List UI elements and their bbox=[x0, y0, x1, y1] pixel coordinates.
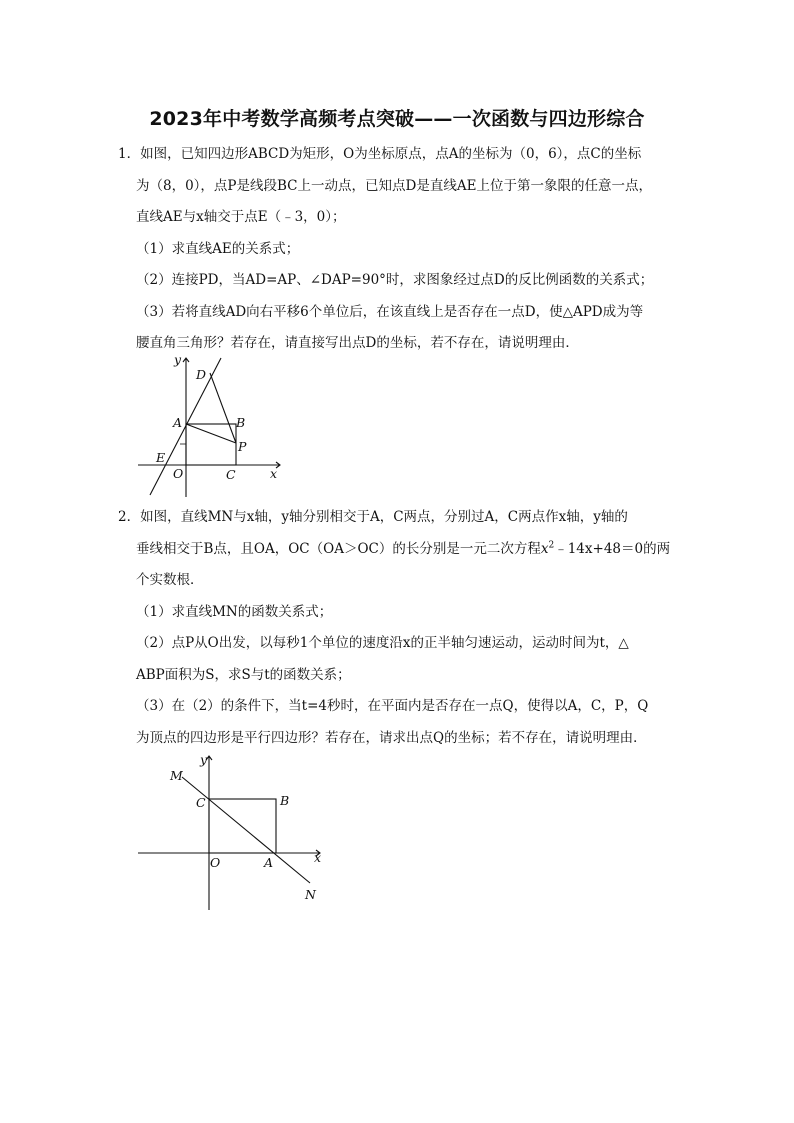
fig2-label-o: O bbox=[210, 855, 221, 870]
problem-2-line-1: 2．如图，直线MN与x轴，y轴分别相交于A，C两点，分别过A，C两点作x轴，y轴的 bbox=[118, 509, 628, 525]
problem-2-part-3-cont: 为顶点的四边形是平行四边形？若存在，请求出点Q的坐标；若不存在，请说明理由． bbox=[136, 730, 647, 746]
line-mn bbox=[182, 777, 310, 883]
problem-2-part-3: （3）在（2）的条件下，当t=4秒时，在平面内是否存在一点Q，使得以A，C，P，Q bbox=[136, 698, 649, 714]
problem-2-line-3: 个实数根． bbox=[136, 572, 204, 588]
problem-2-part-2-cont: ABP面积为S，求S与t的函数关系； bbox=[136, 667, 351, 683]
fig2-label-c: C bbox=[196, 795, 206, 810]
fig1-label-b: B bbox=[236, 415, 246, 430]
fig1-label-a: A bbox=[173, 415, 183, 430]
problem-2-part-1: （1）求直线MN的函数关系式； bbox=[136, 604, 333, 620]
fig1-label-c: C bbox=[226, 467, 236, 482]
problem-1-line-1: 1．如图，已知四边形ABCD为矩形，O为坐标原点，点A的坐标为（0，6），点C的坐标 bbox=[118, 146, 642, 162]
problem-1-line-3: 直线AE与x轴交于点E（﹣3，0）； bbox=[136, 209, 346, 225]
problem-2-line-2-tail: ﹣14x+48＝0的两 bbox=[554, 541, 671, 557]
equation-variable: x bbox=[540, 541, 549, 557]
fig1-label-y: y bbox=[174, 352, 182, 367]
segment-dp bbox=[210, 373, 236, 443]
problem-1-part-2: （2）连接PD，当AD=AP、∠DAP=90°时，求图象经过点D的反比例函数的关系式； bbox=[136, 272, 654, 288]
segment-ap bbox=[186, 424, 236, 443]
fig1-label-d: D bbox=[196, 367, 207, 382]
problem-1-line-2: 为（8，0），点P是线段BC上一动点，已知点D是直线AE上位于第一象限的任意一点， bbox=[136, 178, 652, 194]
problem-1-figure bbox=[130, 350, 290, 505]
problem-2-line-2 bbox=[136, 539, 670, 559]
fig1-label-x: x bbox=[270, 466, 278, 481]
problem-1-part-3: （3）若将直线AD向右平移6个单位后，在该直线上是否存在一点D，使△APD成为等 bbox=[136, 304, 644, 320]
fig2-label-m: M bbox=[170, 768, 183, 783]
problem-2-part-2: （2）点P从O出发，以每秒1个单位的速度沿x的正半轴匀速运动，运动时间为t，△ bbox=[136, 635, 629, 651]
problem-1-part-3-cont: 腰直角三角形？若存在，请直接写出点D的坐标，若不存在，请说明理由． bbox=[136, 335, 579, 351]
problem-2-line-2-text: 垂线相交于B点，且OA，OC（OA＞OC）的长分别是一元二次方程 bbox=[136, 541, 541, 557]
fig1-label-p: P bbox=[238, 439, 247, 454]
problem-2-figure bbox=[130, 748, 330, 913]
fig2-label-b: B bbox=[280, 793, 290, 808]
problem-1-part-1: （1）求直线AE的关系式； bbox=[136, 241, 300, 257]
fig2-label-x: x bbox=[314, 850, 322, 865]
fig2-label-n: N bbox=[305, 887, 316, 902]
fig2-label-y: y bbox=[200, 752, 208, 767]
fig1-label-o: O bbox=[173, 466, 184, 481]
equation-exponent: 2 bbox=[548, 540, 555, 551]
fig1-label-e: E bbox=[156, 450, 166, 465]
page-title: 2023年中考数学高频考点突破——一次函数与四边形综合 bbox=[149, 108, 645, 130]
rectangle-abco bbox=[186, 424, 236, 465]
fig2-label-a: A bbox=[264, 855, 274, 870]
